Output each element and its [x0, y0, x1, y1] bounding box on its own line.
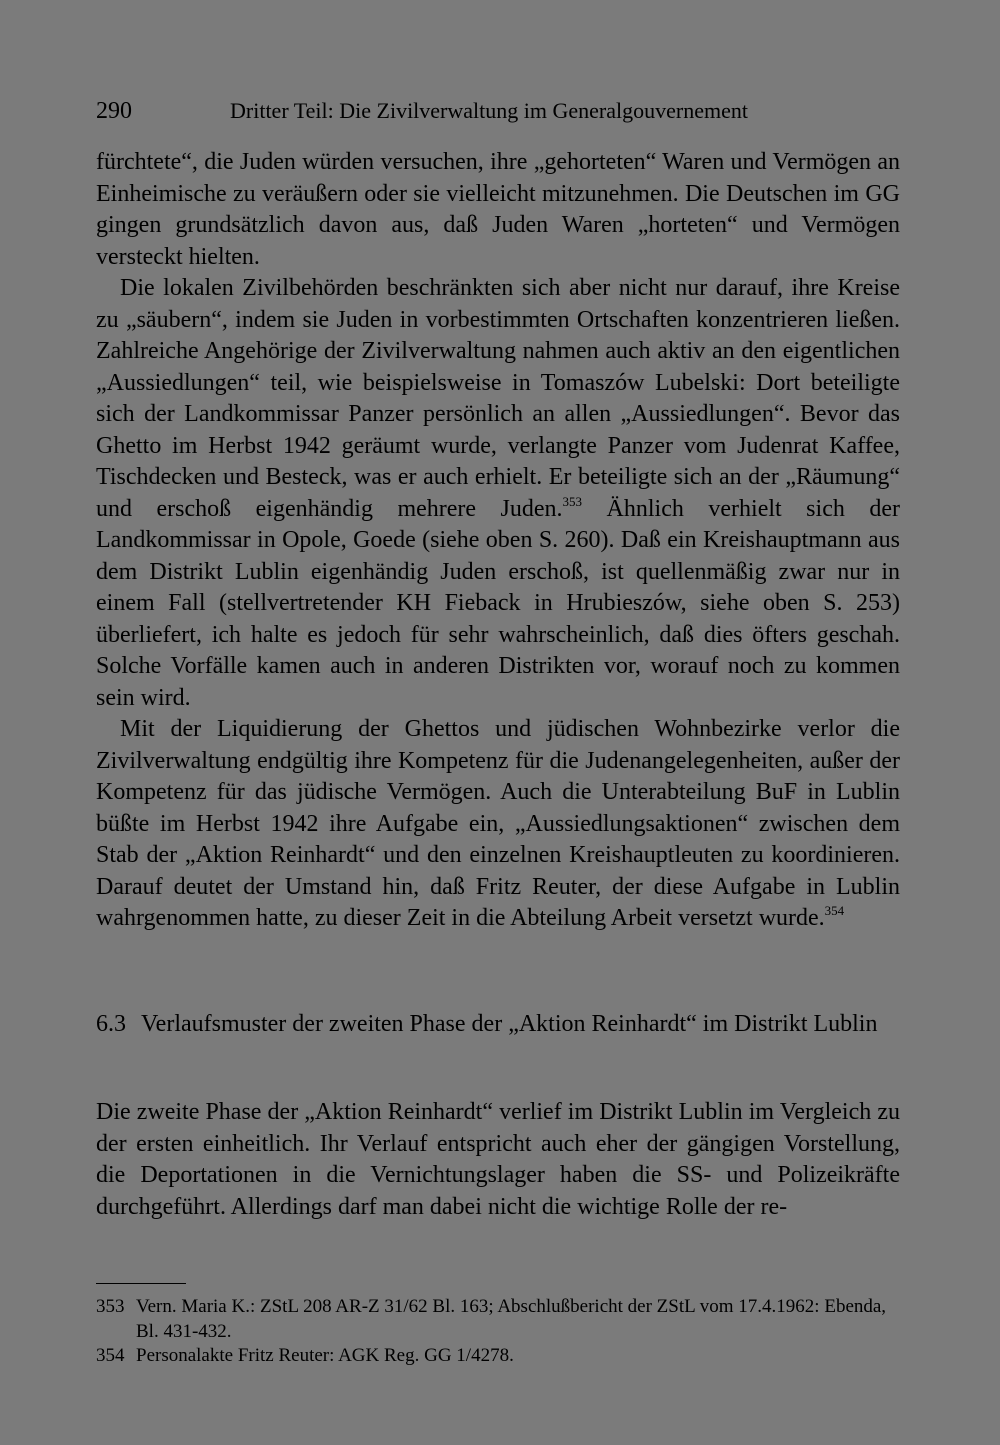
running-title: Dritter Teil: Die Zivilverwaltung im Generalgouvernement — [230, 98, 748, 123]
footnote-number: 353 — [96, 1296, 125, 1317]
footnote-353 — [96, 1295, 900, 1344]
footnote-text: Personalakte Fritz Reuter: AGK Reg. GG 1/4278. — [136, 1345, 514, 1366]
footnote-ref-353[interactable]: 353 — [562, 493, 583, 509]
main-text — [96, 147, 900, 935]
footnote-divider — [96, 1283, 186, 1284]
paragraph-2-part-a: Die lokalen Zivilbehörden beschränkten sich aber nicht nur darauf, ihre Kreise zu „säubern“, indem sie Juden in vorbestimmten Ortschaften konzentrieren ließen. Zahlreiche Angehörige der Zivilverwaltung nahmen auch aktiv an den eigentlichen „Aussiedlungen“ teil, wie beispielsweise in Tomaszów Lubelski: Dort beteiligte sich der Landkommissar Panzer persönlich an allen „Aussiedlungen“. Bevor das Ghetto im Herbst 1942 geräumt wurde, verlangte Panzer vom Judenrat Kaffee, Tischdecken und Besteck, was er auch erhielt. Er beteiligte sich an der „Räumung“ und erschoß eigenhändig mehrere Juden. — [96, 275, 900, 522]
section-paragraph: Die zweite Phase der „Aktion Reinhardt“ verlief im Distrikt Lublin im Vergleich zu der ersten einheitlich. Ihr Verlauf entspricht auch eher der gängigen Vorstellung, die Deportationen in die Vernichtungslager haben die SS- und Polizeikräfte durchgeführt. Allerdings darf man dabei nicht die wichtige Rolle der re- — [96, 1099, 900, 1220]
footnotes — [96, 1295, 900, 1369]
paragraph-1: fürchtete“, die Juden würden versuchen, ihre „gehorteten“ Waren und Vermögen an Einheimische zu veräußern oder sie vielleicht mitzunehmen. Die Deutschen im GG gingen grundsätzlich davon aus, daß Juden Waren „horteten“ und Vermögen versteckt hielten. — [96, 149, 900, 270]
paragraph-2 — [96, 273, 900, 714]
page-number: 290 — [96, 98, 132, 124]
section-heading — [96, 1009, 900, 1041]
paragraph-3 — [96, 714, 900, 935]
section-number: 6.3 — [96, 1011, 126, 1037]
footnote-text: Vern. Maria K.: ZStL 208 AR-Z 31/62 Bl. 163; Abschlußbericht der ZStL vom 17.4.1962: Ebenda, Bl. 431-432. — [136, 1296, 887, 1342]
paragraph-3-part-a: Mit der Liquidierung der Ghettos und jüdischen Wohnbezirke verlor die Zivilverwaltung endgültig ihre Kompetenz für die Judenangelegenheiten, außer der Kompetenz für das jüdische Vermögen. Auch die Unterabteilung BuF in Lublin büßte im Herbst 1942 ihre Aufgabe ein, „Aussiedlungsaktionen“ zwischen dem Stab der „Aktion Reinhardt“ und den einzelnen Kreishauptleuten zu koordinieren. Darauf deutet der Umstand hin, daß Fritz Reuter, der diese Aufgabe in Lublin wahrgenommen hatte, zu dieser Zeit in die Abteilung Arbeit versetzt wurde. — [96, 716, 900, 931]
paragraph-2-part-b: Ähnlich verhielt sich der Landkommissar in Opole, Goede (siehe oben S. 260). Daß ein Kreishauptmann aus dem Distrikt Lublin eigenhändig Juden erschoß, ist quellenmäßig zwar nur in einem Fall (stellvertretender KH Fieback in Hrubieszów, siehe oben S. 253) überliefert, ich halte es jedoch für sehr wahrscheinlich, daß dies öfters geschah. Solche Vorfälle kamen auch in anderen Distrikten vor, worauf noch zu kommen sein wird. — [96, 495, 900, 711]
running-header — [96, 98, 906, 124]
footnote-354 — [96, 1344, 900, 1369]
footnote-number: 354 — [96, 1345, 125, 1366]
footnote-ref-354[interactable]: 354 — [824, 903, 845, 918]
section-title: Verlaufsmuster der zweiten Phase der „Aktion Reinhardt“ im Distrikt Lublin — [141, 1011, 878, 1037]
